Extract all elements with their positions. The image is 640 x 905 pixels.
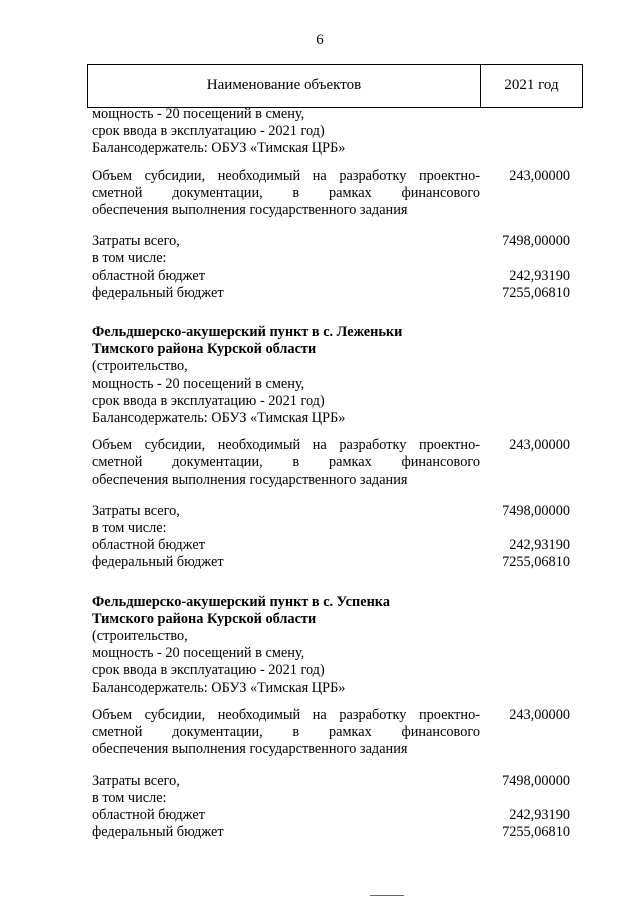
object-detail-line: (строительство, — [92, 358, 188, 375]
object-detail-line: срок ввода в эксплуатацию - 2021 год) — [92, 662, 325, 679]
costs-total-value: 7498,00000 — [502, 233, 570, 250]
costs-regional-value: 242,93190 — [509, 267, 570, 284]
continuation-block — [92, 106, 570, 158]
object-detail-line: мощность - 20 посещений в смену, — [92, 375, 305, 392]
costs-incl-label: в том числе: — [92, 789, 167, 806]
costs-federal-label: федеральный бюджет — [92, 824, 224, 841]
subsidy-value: 243,00000 — [509, 706, 570, 723]
object-title: Тимского района Курской области — [92, 341, 317, 358]
header-column-year: 2021 год — [504, 77, 559, 93]
costs-federal-value: 7255,06810 — [502, 824, 570, 841]
costs-incl-label: в том числе: — [92, 520, 167, 537]
costs-federal-value: 7255,06810 — [502, 284, 570, 301]
costs-total-value: 7498,00000 — [502, 502, 570, 519]
object-title: Тимского района Курской области — [92, 610, 317, 627]
costs-block — [92, 233, 570, 302]
subsidy-description: Объем субсидии, необходимый на разработку проектно- сметной документации, в рамках финансового обеспечения выполнения государственного задания — [92, 706, 480, 758]
costs-regional-label: областной бюджет — [92, 537, 205, 554]
subsidy-description: Объем субсидии, необходимый на разработку проектно- сметной документации, в рамках финансового обеспечения выполнения государственного задания — [92, 437, 480, 488]
page-number: 6 — [316, 32, 324, 48]
costs-regional-value: 242,93190 — [509, 806, 570, 823]
costs-block — [92, 503, 570, 572]
costs-federal-value: 7255,06810 — [502, 554, 570, 571]
subsidy-row — [92, 437, 570, 489]
object-detail-line: Балансодержатель: ОБУЗ «Тимская ЦРБ» — [92, 410, 346, 427]
subsidy-value: 243,00000 — [509, 167, 570, 184]
object-detail-line: срок ввода в эксплуатацию - 2021 год) — [92, 123, 325, 140]
subsidy-description: Объем субсидии, необходимый на разработку проектно- сметной документации, в рамках финансового обеспечения выполнения государственного задания — [92, 167, 480, 219]
document-body — [92, 106, 570, 841]
costs-federal-label: федеральный бюджет — [92, 284, 224, 301]
costs-total-label: Затраты всего, — [92, 233, 180, 250]
costs-total-value: 7498,00000 — [502, 772, 570, 789]
costs-block — [92, 773, 570, 842]
object-detail-line: (строительство, — [92, 628, 188, 645]
subsidy-row — [92, 707, 570, 759]
object-detail-line: срок ввода в эксплуатацию - 2021 год) — [92, 392, 325, 409]
costs-incl-label: в том числе: — [92, 250, 167, 267]
subsidy-row — [92, 168, 570, 220]
object-block — [92, 594, 570, 697]
costs-total-label: Затраты всего, — [92, 502, 180, 519]
costs-regional-label: областной бюджет — [92, 267, 205, 284]
object-title: Фельдшерско-акушерский пункт в с. Успенка — [92, 593, 390, 610]
costs-federal-label: федеральный бюджет — [92, 554, 224, 571]
object-detail-line: Балансодержатель: ОБУЗ «Тимская ЦРБ» — [92, 140, 346, 157]
object-detail-line: мощность - 20 посещений в смену, — [92, 645, 305, 662]
object-title: Фельдшерско-акушерский пункт в с. Леженьки — [92, 324, 403, 341]
subsidy-value: 243,00000 — [509, 437, 570, 454]
table-header — [87, 64, 583, 108]
object-detail-line: Балансодержатель: ОБУЗ «Тимская ЦРБ» — [92, 679, 346, 696]
costs-regional-value: 242,93190 — [509, 537, 570, 554]
costs-regional-label: областной бюджет — [92, 806, 205, 823]
costs-total-label: Затраты всего, — [92, 772, 180, 789]
object-detail-line: мощность - 20 посещений в смену, — [92, 106, 305, 122]
header-column-name: Наименование объектов — [206, 77, 362, 93]
object-block — [92, 324, 570, 427]
scan-artifact-line — [370, 895, 404, 896]
